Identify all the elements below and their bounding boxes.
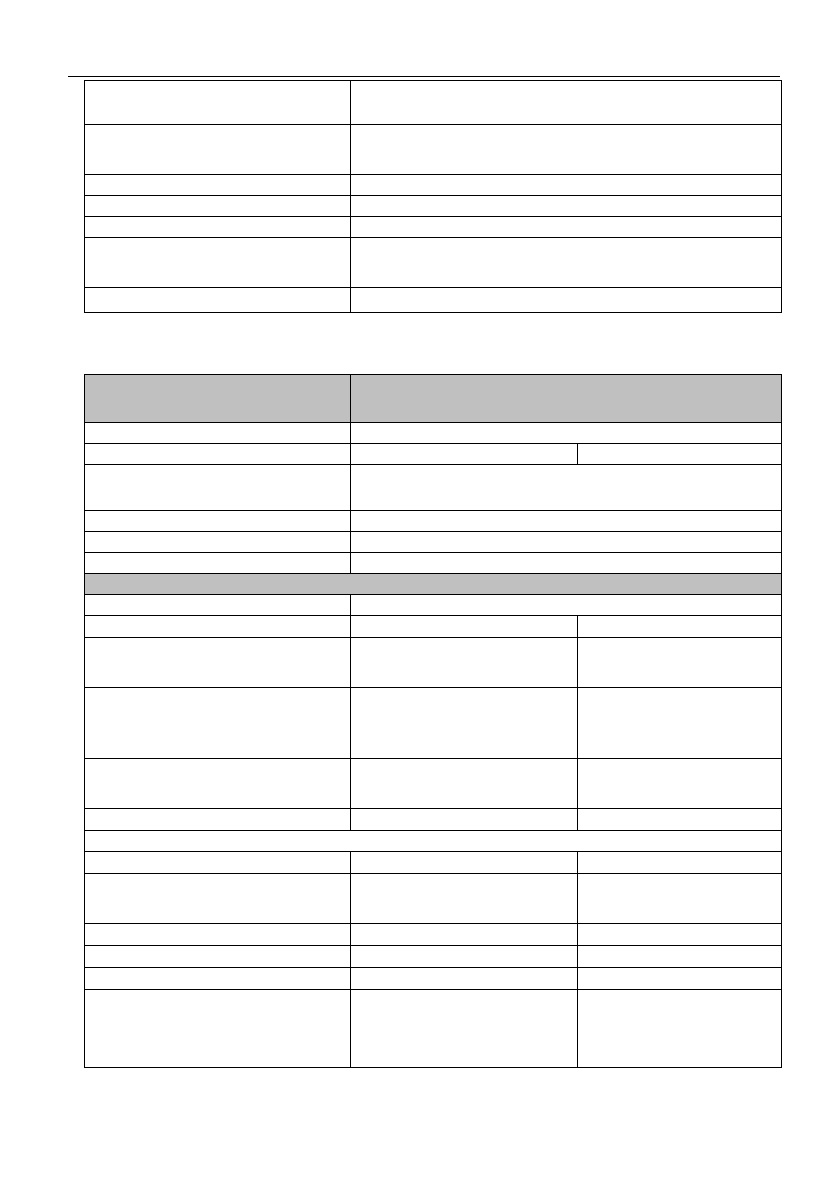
table-row [85, 81, 782, 125]
cell-value [351, 217, 782, 238]
cell-label [85, 852, 351, 874]
cell-label [85, 444, 351, 465]
cell-value [351, 852, 578, 874]
cell-value [351, 238, 782, 288]
cell-value [351, 990, 578, 1068]
upper-table [84, 80, 782, 313]
cell-value [351, 288, 782, 313]
cell-label [85, 217, 351, 238]
cell-value [351, 638, 578, 688]
cell-value [351, 175, 782, 196]
table-section-row [85, 574, 782, 595]
table-row [85, 968, 782, 990]
cell-value [578, 616, 782, 638]
table-row [85, 532, 782, 553]
cell-label [85, 946, 351, 968]
cell-label [85, 924, 351, 946]
cell-value [578, 444, 782, 465]
cell-value [578, 688, 782, 759]
cell-value [351, 465, 782, 511]
cell-label [85, 990, 351, 1068]
cell-value [578, 990, 782, 1068]
cell-value [351, 759, 578, 809]
cell-full-width [85, 831, 782, 852]
lower-table [84, 374, 782, 1068]
cell-value [351, 511, 782, 532]
cell-label [85, 238, 351, 288]
cell-value [351, 81, 782, 125]
table-row [85, 831, 782, 852]
cell-label [85, 196, 351, 217]
table-row [85, 465, 782, 511]
table-row [85, 616, 782, 638]
table-row [85, 990, 782, 1068]
cell-value [578, 924, 782, 946]
cell-label [85, 874, 351, 924]
cell-value [351, 532, 782, 553]
cell-value [578, 638, 782, 688]
cell-label [85, 759, 351, 809]
cell-value [351, 874, 578, 924]
table-row [85, 196, 782, 217]
cell-label [85, 809, 351, 831]
cell-value [351, 924, 578, 946]
cell-label [85, 638, 351, 688]
table-row [85, 553, 782, 574]
cell-label [85, 968, 351, 990]
section-cell [85, 574, 782, 595]
table-row [85, 595, 782, 616]
cell-value [351, 125, 782, 175]
cell-value [351, 809, 578, 831]
cell-value [578, 759, 782, 809]
table-row [85, 238, 782, 288]
cell-label [85, 175, 351, 196]
table-row [85, 924, 782, 946]
cell-value [578, 874, 782, 924]
cell-value [351, 616, 578, 638]
table-header-row [85, 375, 782, 423]
cell-value [351, 196, 782, 217]
header-cell [85, 375, 351, 423]
cell-label [85, 423, 351, 444]
cell-value [351, 423, 782, 444]
header-cell [351, 375, 782, 423]
cell-label [85, 465, 351, 511]
cell-value [578, 968, 782, 990]
table-row [85, 444, 782, 465]
table-row [85, 125, 782, 175]
table-row [85, 288, 782, 313]
cell-value [578, 809, 782, 831]
table-row [85, 175, 782, 196]
cell-value [351, 946, 578, 968]
cell-value [351, 595, 782, 616]
cell-value [351, 688, 578, 759]
table-row [85, 511, 782, 532]
table-row [85, 946, 782, 968]
cell-value [578, 852, 782, 874]
cell-label [85, 125, 351, 175]
table-row [85, 688, 782, 759]
cell-label [85, 532, 351, 553]
header-rule [68, 76, 780, 77]
cell-value [578, 946, 782, 968]
table-row [85, 874, 782, 924]
table-row [85, 638, 782, 688]
cell-value [351, 553, 782, 574]
cell-label [85, 288, 351, 313]
cell-label [85, 688, 351, 759]
cell-label [85, 511, 351, 532]
cell-label [85, 81, 351, 125]
table-row [85, 852, 782, 874]
cell-label [85, 553, 351, 574]
table-row [85, 809, 782, 831]
cell-label [85, 595, 351, 616]
cell-label [85, 616, 351, 638]
table-row [85, 759, 782, 809]
table-row [85, 423, 782, 444]
table-row [85, 217, 782, 238]
cell-value [351, 444, 578, 465]
cell-value [351, 968, 578, 990]
